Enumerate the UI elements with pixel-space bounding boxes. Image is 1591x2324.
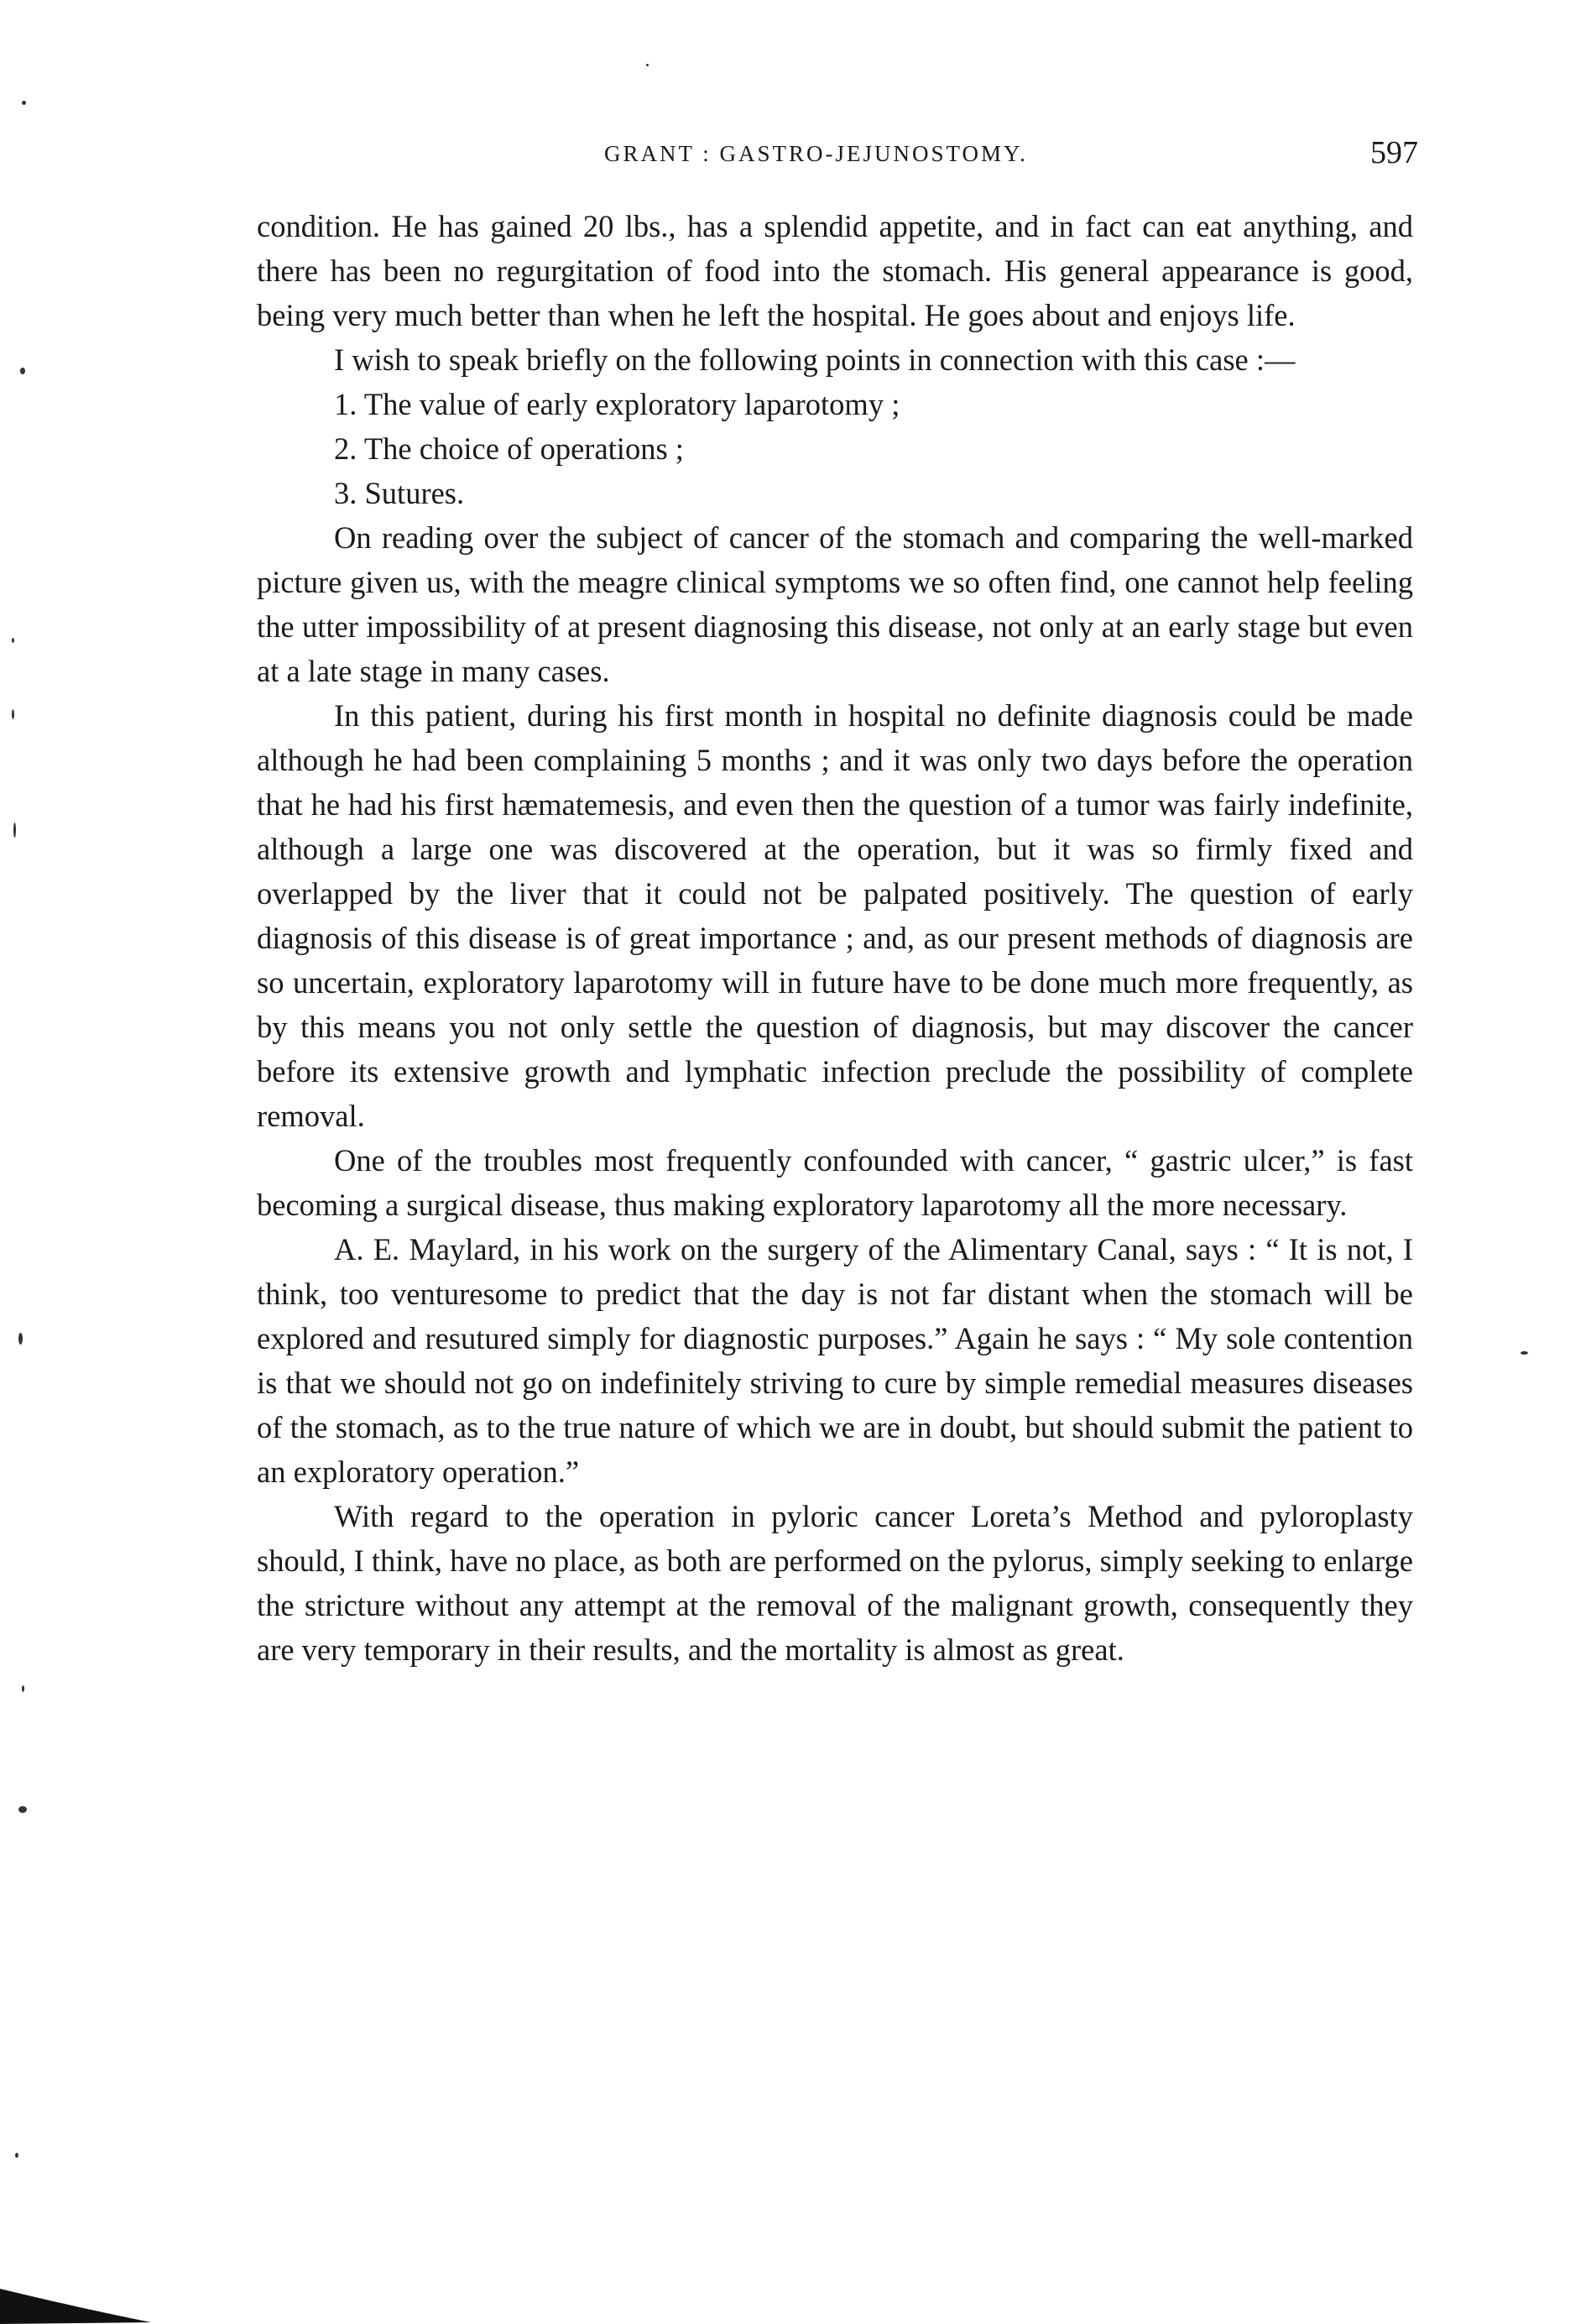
list-item: 2. The choice of operations ; [334, 431, 684, 466]
scan-speck [22, 101, 26, 105]
paragraph-5: One of the troubles most frequently confounded with cancer, “ gastric ulcer,” is fast becoming a surgical disease, thus making exploratory laparotomy all the more necessary. [257, 1143, 1413, 1222]
paragraph-2: I wish to speak briefly on the following points in connection with this case :— [334, 342, 1296, 377]
paragraph-4: In this patient, during his first month in hospital no definite diagnosis could be made although he had been complaining 5 months ; and it was only two days before the operation that he had his first hæmatemesis, and even then the question of a tumor was fairly indefinite, although a large one was discovered at the operation, but it was so firmly fixed and overlapped by the liver that it could not be palpated positively. The question of early diagnosis of this disease is of great importance ; and, as our present methods of diagnosis are so uncertain, exploratory laparotomy will in future have to be done much more frequently, as by this means you not only settle the question of diagnosis, but may discover the cancer before its extensive growth and lymphatic infection preclude the possibility of complete removal. [257, 698, 1413, 1133]
paragraph-6: A. E. Maylard, in his work on the surgery of the Alimentary Canal, says : “ It is not, I think, too venturesome to predict that the day is not far distant when the stomach will be explored and resutured simply for diagnostic purposes.” Again he says : “ My sole contention is that we should not go on indefinitely striving to cure by simple remedial measures diseases of the stomach, as to the true nature of which we are in doubt, but should submit the patient to an exploratory operation.” [257, 1232, 1413, 1489]
scan-speck [15, 2153, 18, 2158]
scan-speck [12, 709, 14, 719]
scan-corner-shadow [0, 2274, 151, 2324]
running-head: GRANT : GASTRO-JEJUNOSTOMY. [604, 141, 1028, 166]
points-list [257, 382, 1413, 515]
page-number: 597 [1370, 135, 1418, 170]
list-item: 3. Sutures. [334, 476, 465, 510]
scan-speck [18, 1333, 23, 1345]
paragraph-7: With regard to the operation in pyloric cancer Loreta’s Method and pyloroplasty should, I think, have no place, as both are performed on the pylorus, simply seeking to enlarge the stricture without any attempt at the removal of the malignant growth, consequently they are very temporary in their results, and the mortality is almost as great. [257, 1499, 1413, 1667]
scan-speck [1521, 1351, 1528, 1355]
scan-speck [18, 1806, 27, 1813]
paragraph-1: condition. He has gained 20 lbs., has a splendid appetite, and in fact can eat anything, and there has been no regurgitation of food into the stomach. His general appearance is good, being very much better than when he left the hospital. He goes about and enjoys life. [257, 209, 1413, 332]
scan-speck [20, 368, 25, 374]
scan-speck [13, 823, 16, 838]
page-header [252, 134, 1418, 176]
scan-speck [22, 1685, 24, 1692]
paragraph-3: On reading over the subject of cancer of the stomach and comparing the well-marked picture given us, with the meagre clinical symptoms we so often find, one cannot help feeling the utter impossibility of at present diagnosing this disease, not only at an early stage but even at a late stage in many cases. [257, 520, 1413, 688]
body-text [257, 204, 1413, 1672]
list-item: 1. The value of early exploratory laparotomy ; [334, 387, 900, 421]
scan-speck [12, 638, 14, 643]
scan-speck [646, 64, 649, 66]
